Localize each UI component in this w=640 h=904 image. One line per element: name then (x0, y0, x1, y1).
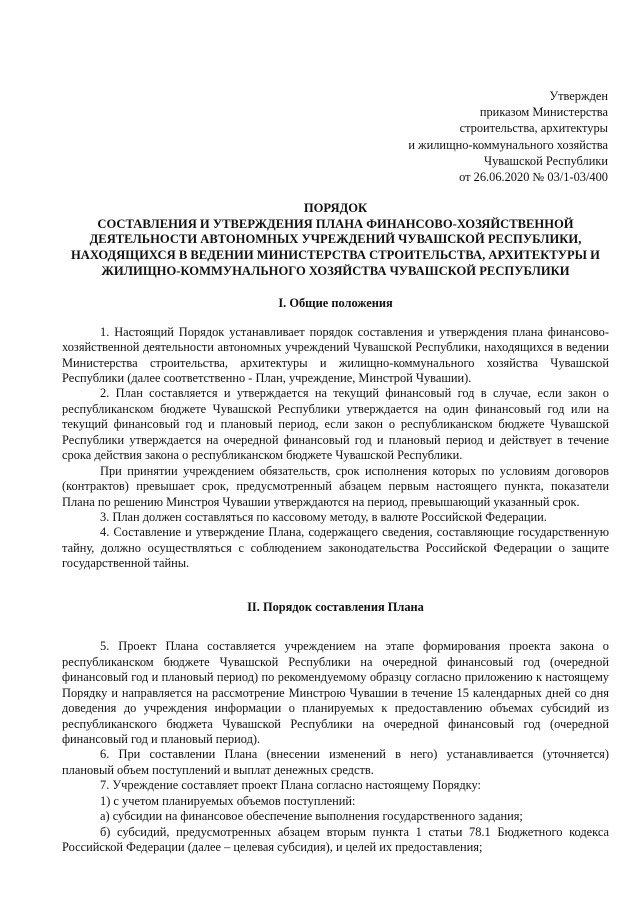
paragraph: 5. Проект Плана составляется учреждением на этапе формирования проекта закона о республиканском бюджете Чувашской Республики на очередной финансовый год (очередной финансовый год и плановый период) по рекомендуемому образцу согласно приложению к настоящему Порядку и направляется на рассмотрение Минстрою Чувашии в течение 15 календарных дней со дня доведения до учреждения информации о планируемых к предоставлению объемах субсидий из республиканского бюджета Чувашской Республики на очередной финансовый год (очередной финансовый год и плановый период). (62, 639, 609, 746)
title-line: НАХОДЯЩИХСЯ В ВЕДЕНИИ МИНИСТЕРСТВА СТРОИТЕЛЬСТВА, АРХИТЕКТУРЫ И (71, 248, 600, 262)
approval-line: приказом Министерства (479, 105, 608, 120)
title-line: СОСТАВЛЕНИЯ И УТВЕРЖДЕНИЯ ПЛАНА ФИНАНСОВО-ХОЗЯЙСТВЕННОЙ (97, 216, 574, 231)
approval-stamp (62, 88, 608, 185)
paragraph: а) субсидии на финансовое обеспечение выполнения государственного задания; (100, 809, 523, 824)
paragraph: 3. План должен составляться по кассовому методу, в валюте Российской Федерации. (100, 510, 547, 525)
section-heading-plan-preparation: II. Порядок составления Плана (247, 599, 424, 614)
paragraph: б) субсидий, предусмотренных абзацем вторым пункта 1 статьи 78.1 Бюджетного кодекса Российской Федерации (далее – целевая субсидия), и целей их предоставления; (62, 824, 609, 855)
paragraph: 6. При составлении Плана (внесении изменений в него) устанавливается (уточняется) плановый объем поступлений и выплат денежных средств. (62, 747, 609, 777)
title-line: ПОРЯДОК (303, 201, 368, 216)
title-line: ДЕЯТЕЛЬНОСТИ АВТОНОМНЫХ УЧРЕЖДЕНИЙ ЧУВАШСКОЙ РЕСПУБЛИКИ, (89, 232, 582, 247)
paragraph: 2. План составляется и утверждается на текущий финансовый год в случае, если закон о республиканском бюджете Чувашской Республики утверждается на один финансовый год или на текущий финансовый год и плановый период, если закон о республиканском бюджете Чувашской Республики утверждается на очередной финансовый год и плановый период и действует в течение срока действия закона о республиканском бюджете Чувашской Республики. (62, 386, 609, 463)
approval-line: Утвержден (549, 89, 608, 103)
approval-line: Чувашской Республики (484, 153, 608, 168)
paragraph: 1) с учетом планируемых объемов поступлений: (100, 793, 356, 808)
paragraph: 4. Составление и утверждение Плана, содержащего сведения, составляющие государственную тайну, должно осуществляться с соблюдением законодательства Российской Федерации о защите государственной тайны. (62, 525, 609, 571)
paragraph: При принятии учреждением обязательств, срок исполнения которых по условиям договоров (контрактов) превышает срок, предусмотренный абзацем первым настоящего пункта, показатели Плана по решению Минстроя Чувашии утверждаются на период, превышающий указанный срок. (62, 463, 609, 509)
approval-line: строительства, архитектуры (459, 121, 608, 136)
approval-line: от 26.06.2020 № 03/1-03/400 (459, 170, 608, 185)
paragraph: 1. Настоящий Порядок устанавливает порядок составления и утверждения плана финансово-хозяйственной деятельности автономных учреждений Чувашской Республики, находящихся в ведении Министерства строительства, архитектуры и жилищно-коммунального хозяйства Чувашской Республики (далее соответственно - План, учреждение, Минстрой Чувашии). (62, 324, 609, 385)
approval-line: и жилищно-коммунального хозяйства (408, 137, 608, 152)
document-title (62, 201, 609, 279)
paragraph: 7. Учреждение составляет проект Плана согласно настоящему Порядку: (100, 778, 481, 793)
title-line: ЖИЛИЩНО-КОММУНАЛЬНОГО ХОЗЯЙСТВА ЧУВАШСКОЙ РЕСПУБЛИКИ (101, 263, 570, 278)
section-heading-general: I. Общие положения (278, 296, 393, 311)
